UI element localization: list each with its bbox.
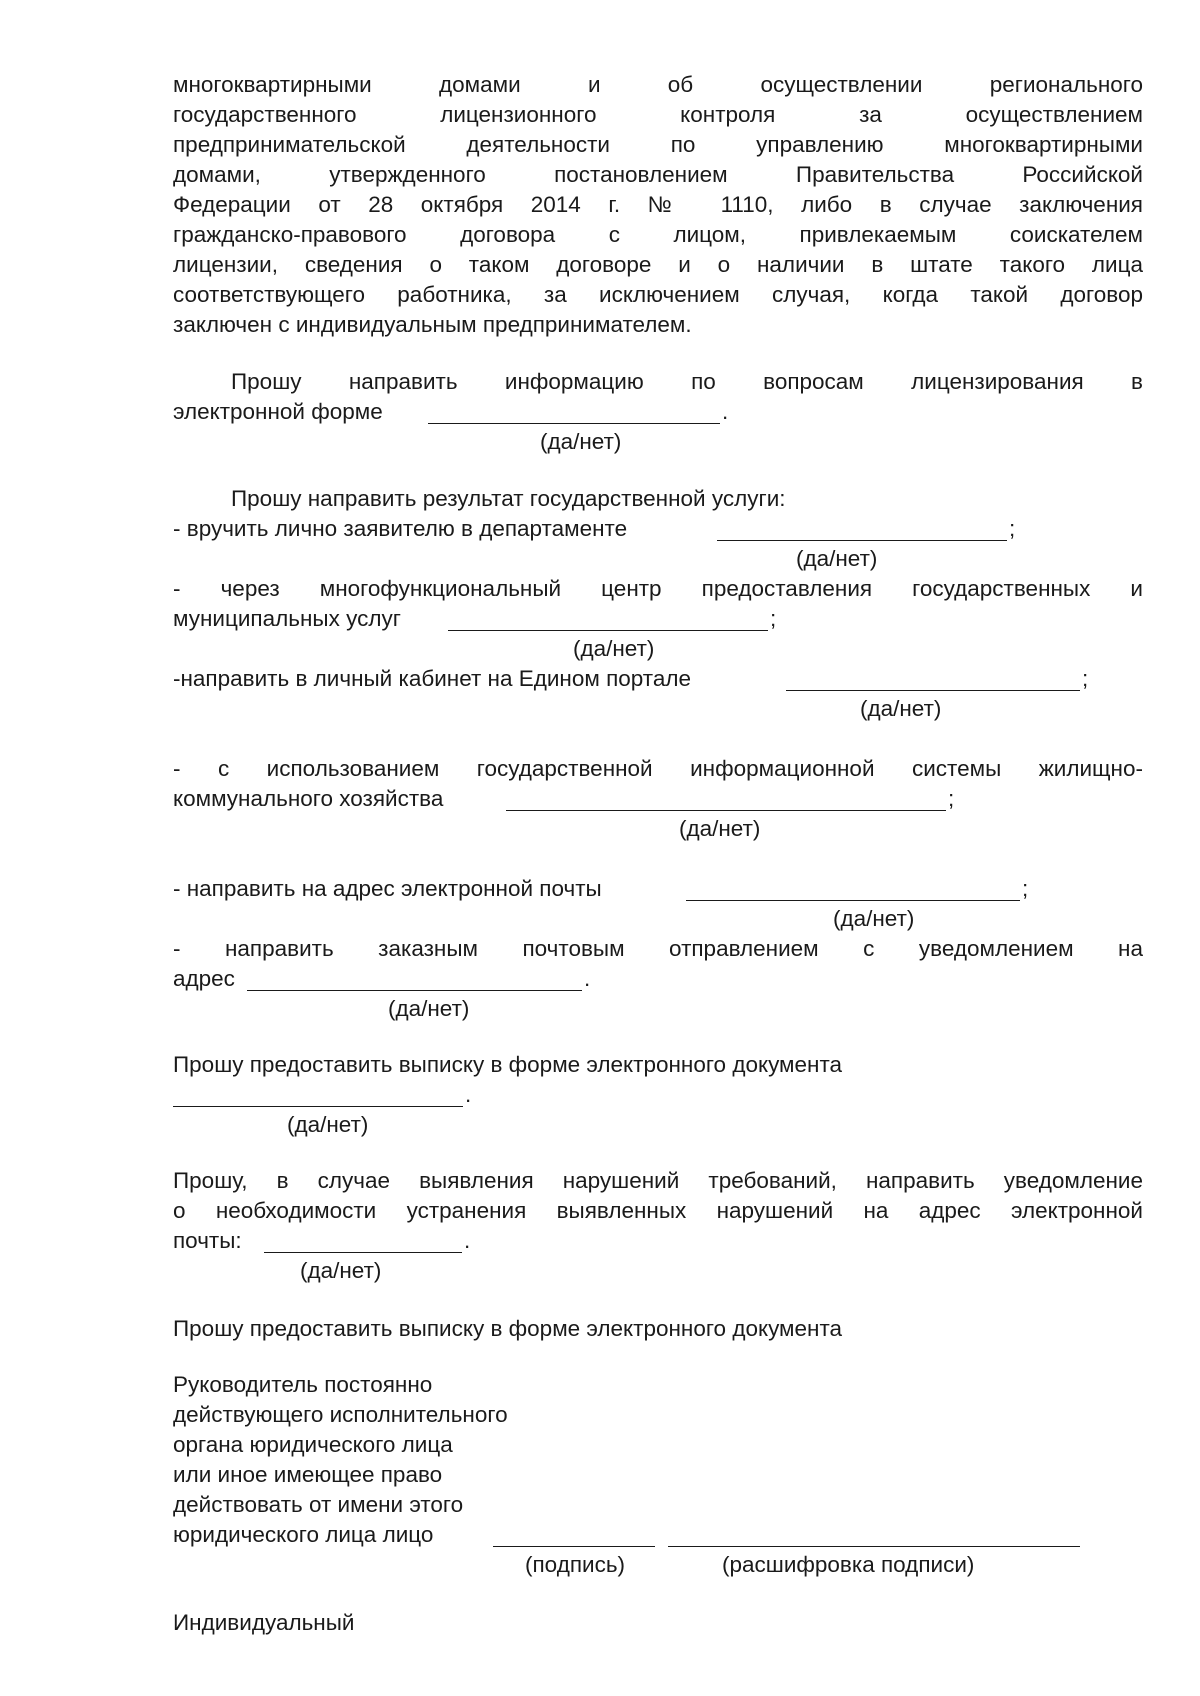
paragraph-line: домами, утвержденного постановлением Правительства Российской	[173, 162, 1143, 187]
signatory-line: действовать от имени этого	[173, 1492, 464, 1517]
paragraph-line: соответствующего работника, за исключением случая, когда такой договор	[173, 282, 1143, 307]
extract-field[interactable]	[173, 1106, 463, 1107]
yes-no-hint: (да/нет)	[573, 636, 655, 661]
signature-field[interactable]	[493, 1546, 655, 1547]
punctuation: .	[722, 399, 729, 424]
email-label: - направить на адрес электронной почты	[173, 876, 602, 901]
result-heading: Прошу направить результат государственной услуги:	[231, 486, 786, 511]
post-field[interactable]	[247, 990, 582, 991]
signatory-line: или иное имеющее право	[173, 1462, 443, 1487]
yes-no-hint: (да/нет)	[796, 546, 878, 571]
yes-no-hint: (да/нет)	[300, 1258, 382, 1283]
electronic-info-field[interactable]	[428, 423, 720, 424]
signature-decoding-hint: (расшифровка подписи)	[722, 1552, 975, 1577]
gis-label: коммунального хозяйства	[173, 786, 444, 811]
paragraph-line: многоквартирными домами и об осуществлении регионального	[173, 72, 1143, 97]
gis-line: - с использованием государственной информационной системы жилищно-	[173, 756, 1143, 781]
paragraph-line: заключен с индивидуальным предпринимателем.	[173, 312, 692, 337]
signatory-line: юридического лица лицо	[173, 1522, 434, 1547]
violations-line: о необходимости устранения выявленных нарушений на адрес электронной	[173, 1198, 1143, 1223]
individual-label: Индивидуальный	[173, 1610, 355, 1635]
punctuation: ;	[1022, 876, 1029, 901]
in-person-label: - вручить лично заявителю в департаменте	[173, 516, 628, 541]
extract-label-2: Прошу предоставить выписку в форме электронного документа	[173, 1316, 843, 1341]
punctuation: ;	[1082, 666, 1089, 691]
in-person-field[interactable]	[717, 540, 1007, 541]
post-label: адрес	[173, 966, 235, 991]
paragraph-line: предпринимательской деятельности по управлению многоквартирными	[173, 132, 1143, 157]
violations-line: Прошу, в случае выявления нарушений требований, направить уведомление	[173, 1168, 1143, 1193]
extract-label: Прошу предоставить выписку в форме электронного документа	[173, 1052, 843, 1077]
yes-no-hint: (да/нет)	[860, 696, 942, 721]
punctuation: .	[584, 966, 591, 991]
mfc-line: - через многофункциональный центр предоставления государственных и	[173, 576, 1143, 601]
yes-no-hint: (да/нет)	[388, 996, 470, 1021]
paragraph-line: гражданско-правового договора с лицом, привлекаемым соискателем	[173, 222, 1143, 247]
signature-decoding-field[interactable]	[668, 1546, 1080, 1547]
signatory-line: Руководитель постоянно	[173, 1372, 433, 1397]
punctuation: .	[464, 1228, 471, 1253]
punctuation: .	[465, 1082, 472, 1107]
yes-no-hint: (да/нет)	[540, 429, 622, 454]
portal-field[interactable]	[786, 690, 1080, 691]
yes-no-hint: (да/нет)	[833, 906, 915, 931]
paragraph-line: государственного лицензионного контроля за осуществлением	[173, 102, 1143, 127]
punctuation: ;	[948, 786, 955, 811]
mfc-label: муниципальных услуг	[173, 606, 401, 631]
signatory-line: органа юридического лица	[173, 1432, 453, 1457]
paragraph-line: Федерации от 28 октября 2014 г. № 1110, либо в случае заключения	[173, 192, 1143, 217]
punctuation: ;	[770, 606, 777, 631]
paragraph-line: лицензии, сведения о таком договоре и о наличии в штате такого лица	[173, 252, 1143, 277]
email-field[interactable]	[686, 900, 1020, 901]
electronic-info-label: электронной форме	[173, 399, 383, 424]
mfc-field[interactable]	[448, 630, 768, 631]
punctuation: ;	[1009, 516, 1016, 541]
post-line: - направить заказным почтовым отправлением с уведомлением на	[173, 936, 1143, 961]
violations-email-field[interactable]	[264, 1252, 462, 1253]
yes-no-hint: (да/нет)	[287, 1112, 369, 1137]
signatory-line: действующего исполнительного	[173, 1402, 508, 1427]
gis-field[interactable]	[506, 810, 946, 811]
yes-no-hint: (да/нет)	[679, 816, 761, 841]
signature-hint: (подпись)	[525, 1552, 626, 1577]
portal-label: -направить в личный кабинет на Едином портале	[173, 666, 692, 691]
violations-label: почты:	[173, 1228, 242, 1253]
electronic-info-line: Прошу направить информацию по вопросам лицензирования в	[231, 369, 1143, 394]
